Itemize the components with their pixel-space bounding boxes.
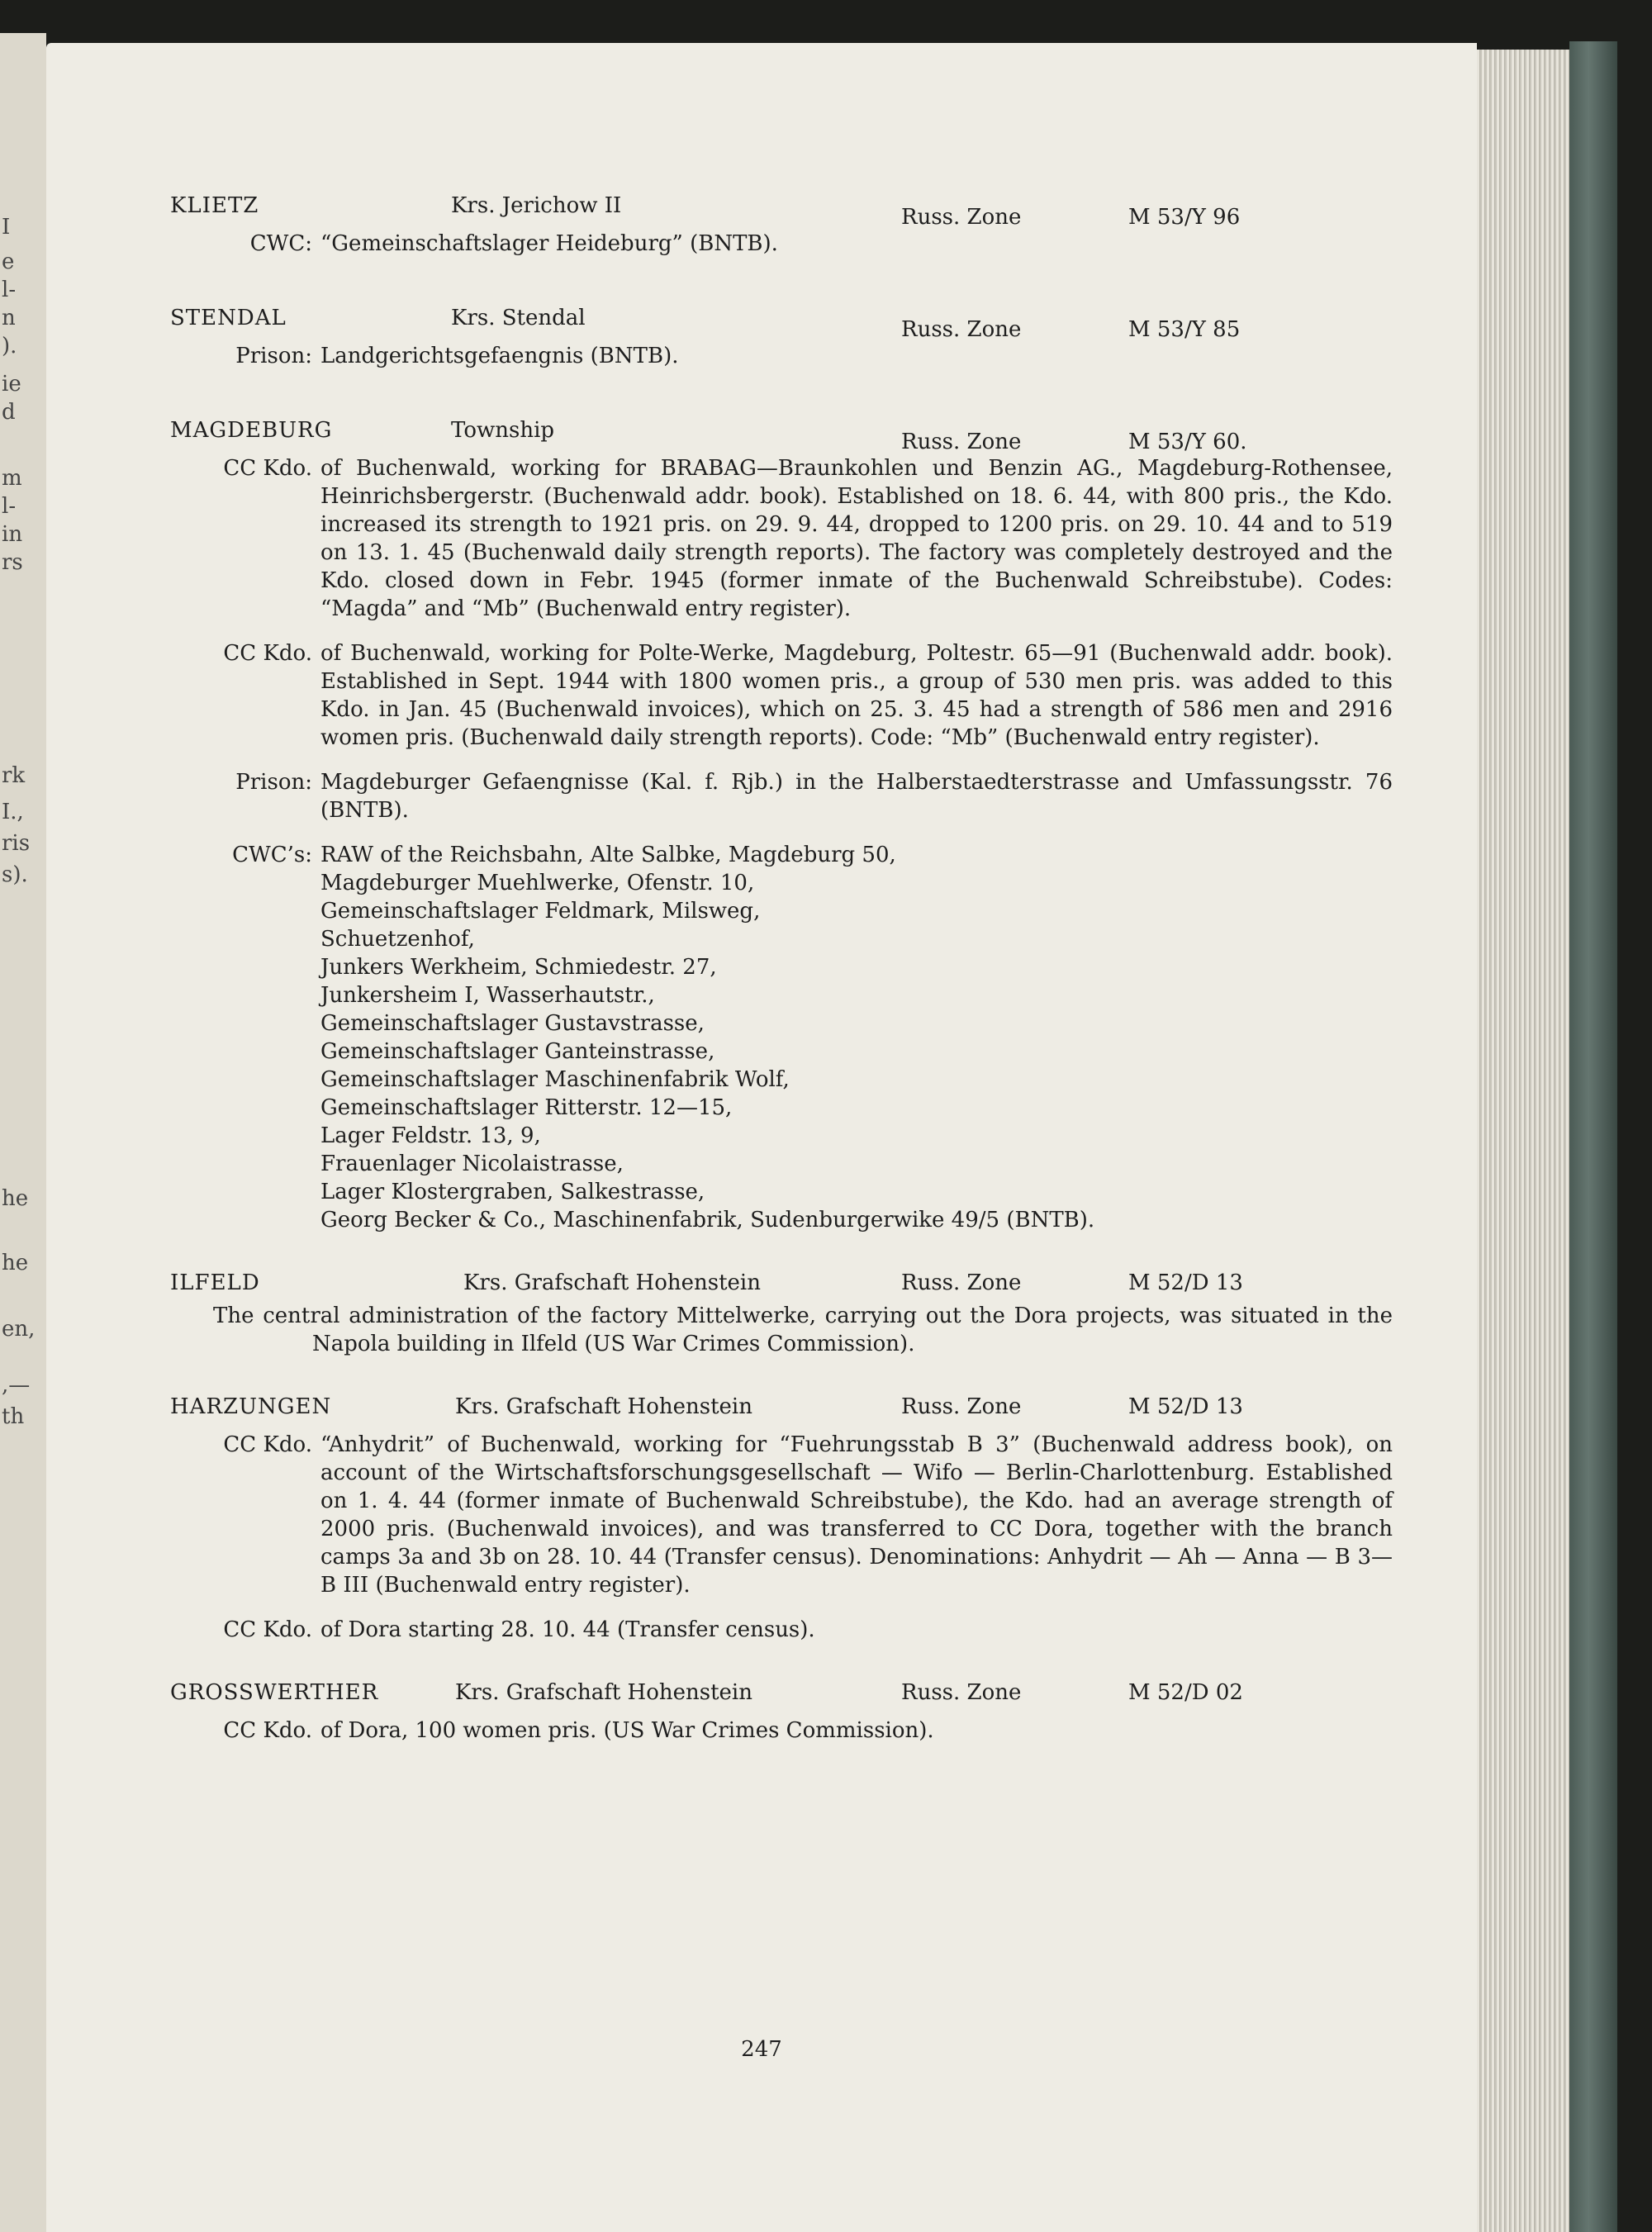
cwc-list-item: Junkersheim I, Wasserhautstr., bbox=[320, 983, 655, 1008]
prev-page-fragment: ris bbox=[2, 831, 31, 856]
cwc-list-item: Lager Klostergraben, Salkestrasse, bbox=[320, 1180, 705, 1204]
previous-page-edge bbox=[0, 33, 46, 2232]
entry-label: CWC’s: bbox=[232, 843, 312, 867]
prev-page-fragment: d bbox=[2, 400, 16, 425]
entry-cc-kdo bbox=[170, 1717, 1393, 1745]
cwc-list-item: Magdeburger Muehlwerke, Ofenstr. 10, bbox=[320, 871, 755, 895]
entry-text: of Buchenwald, working for Polte-Werke, Magdeburg, Poltestr. 65—91 (Buchenwald addr. book). Established in Sept. 1944 with 1800 women pris., a group of 530 men pris. was added to this Kdo. in Jan. 45 (Buchenwald invoices), which on 25. 3. 45 had a strength of 586 men and 2916 women pris. (Buchenwald daily strength reports). Code: “Mb” (Buchenwald entry register). bbox=[320, 641, 1393, 750]
entry-cwc bbox=[170, 230, 1393, 258]
entry-prison bbox=[170, 768, 1393, 824]
cwc-list-item: Gemeinschaftslager Ritterstr. 12—15, bbox=[320, 1095, 733, 1120]
cwc-list-item: Gemeinschaftslager Maschinenfabrik Wolf, bbox=[320, 1067, 790, 1092]
prev-page-fragment: I., bbox=[2, 800, 24, 824]
entry-text: of Buchenwald, working for BRABAG—Braunkohlen und Benzin AG., Magdeburg-Rothensee, Heinrichsbergerstr. (Buchenwald addr. book). Established on 18. 6. 44, with 800 pris., the Kdo. increased its strength to 1921 pris. on 29. 9. 44, dropped to 1200 pris. on 29. 10. 44 and to 519 on 13. 1. 45 (Buchenwald daily strength reports). The factory was completely destroyed and the Kdo. closed down in Febr. 1945 (former inmate of the Buchenwald Schreibstube). Codes: “Magda” and “Mb” (Buchenwald entry register). bbox=[320, 456, 1393, 621]
place-heading-grosswerther bbox=[170, 1679, 1393, 1712]
entry-label: CWC: bbox=[249, 231, 312, 256]
district-name: Krs. Jerichow II bbox=[451, 193, 622, 218]
map-reference: M 52/D 13 bbox=[1128, 1270, 1243, 1295]
prev-page-fragment: n bbox=[2, 306, 16, 330]
place-heading-ilfeld bbox=[170, 1269, 1393, 1302]
entry-label: Prison: bbox=[235, 770, 312, 795]
zone-label: Russ. Zone bbox=[901, 430, 1022, 454]
entry-label: CC Kdo. bbox=[223, 1432, 312, 1457]
prev-page-fragment: ie bbox=[2, 372, 21, 397]
entry-text: Magdeburger Gefaengnisse (Kal. f. Rjb.) in the Halberstaedterstrasse and Umfassungsstr. 76 (BNTB). bbox=[320, 770, 1393, 823]
entry-text: Landgerichtsgefaengnis (BNTB). bbox=[320, 344, 679, 368]
place-heading-harzungen bbox=[170, 1393, 1393, 1426]
place-name: KLIETZ bbox=[170, 193, 259, 218]
place-heading-stendal bbox=[170, 304, 1393, 342]
entry-cc-kdo bbox=[170, 1616, 1393, 1644]
prev-page-fragment: l- bbox=[2, 494, 17, 519]
cwc-list-item: Junkers Werkheim, Schmiedestr. 27, bbox=[320, 955, 717, 980]
prev-page-fragment: en, bbox=[2, 1317, 36, 1342]
cwc-list bbox=[320, 841, 1393, 1234]
cwc-list-item: Lager Feldstr. 13, 9, bbox=[320, 1123, 541, 1148]
prev-page-fragment: m bbox=[2, 466, 22, 491]
district-name: Krs. Grafschaft Hohenstein bbox=[463, 1270, 761, 1295]
entry-text: of Dora starting 28. 10. 44 (Transfer census). bbox=[320, 1617, 815, 1642]
map-reference: M 52/D 02 bbox=[1128, 1680, 1243, 1705]
district-name: Township bbox=[451, 418, 555, 443]
place-name: ILFELD bbox=[170, 1270, 260, 1295]
cwc-list-item: Georg Becker & Co., Maschinenfabrik, Sudenburgerwike 49/5 (BNTB). bbox=[320, 1208, 1095, 1232]
map-reference: M 53/Y 60. bbox=[1128, 430, 1247, 454]
place-name: MAGDEBURG bbox=[170, 418, 333, 443]
prev-page-fragment: e bbox=[2, 249, 15, 274]
prev-page-fragment: th bbox=[2, 1404, 25, 1429]
cwc-list-item: Gemeinschaftslager Gustavstrasse, bbox=[320, 1011, 705, 1036]
entry-label: CC Kdo. bbox=[223, 1718, 312, 1743]
district-name: Krs. Grafschaft Hohenstein bbox=[455, 1680, 752, 1705]
entry-prison bbox=[170, 342, 1393, 370]
cwc-list-item: RAW of the Reichsbahn, Alte Salbke, Magdeburg 50, bbox=[320, 843, 896, 867]
entry-cc-kdo bbox=[170, 454, 1393, 623]
book-page bbox=[46, 43, 1477, 2232]
zone-label: Russ. Zone bbox=[901, 1680, 1022, 1705]
cwc-list-item: Frauenlager Nicolaistrasse, bbox=[320, 1152, 624, 1176]
prev-page-fragment: s). bbox=[2, 862, 28, 887]
map-reference: M 53/Y 96 bbox=[1128, 205, 1241, 230]
page-number: 247 bbox=[741, 2037, 782, 2062]
entry-cc-kdo bbox=[170, 639, 1393, 752]
entry-paragraph: The central administration of the factory Mittelwerke, carrying out the Dora projects, was situated in the Napola building in Ilfeld (US War Crimes Commission). bbox=[213, 1304, 1393, 1356]
map-reference: M 53/Y 85 bbox=[1128, 317, 1241, 342]
place-name: STENDAL bbox=[170, 306, 287, 330]
entry-label: Prison: bbox=[235, 344, 312, 368]
prev-page-fragment: ). bbox=[2, 334, 17, 359]
entry-label: CC Kdo. bbox=[223, 1617, 312, 1642]
prev-page-fragment: ,— bbox=[2, 1373, 31, 1398]
entry-text: of Dora, 100 women pris. (US War Crimes Commission). bbox=[320, 1718, 934, 1743]
prev-page-fragment: he bbox=[2, 1251, 29, 1275]
cwc-list-item: Gemeinschaftslager Feldmark, Milsweg, bbox=[320, 899, 761, 924]
place-name: HARZUNGEN bbox=[170, 1394, 332, 1419]
prev-page-fragment: he bbox=[2, 1186, 29, 1211]
book-cover bbox=[1569, 41, 1617, 2232]
place-heading-klietz bbox=[170, 192, 1393, 230]
district-name: Krs. Stendal bbox=[451, 306, 586, 330]
prev-page-fragment: rk bbox=[2, 763, 26, 788]
prev-page-fragment: in bbox=[2, 522, 23, 547]
zone-label: Russ. Zone bbox=[901, 1394, 1022, 1419]
entry-text: “Anhydrit” of Buchenwald, working for “Fuehrungsstab B 3” (Buchenwald address book), on account of the Wirtschaftsforschungsgesellschaft — Wifo — Berlin-Charlottenburg. Established on 1. 4. 44 (former inmate of Buchenwald Schreibstube), the Kdo. had an average strength of 2000 pris. (Buchenwald invoices), and was transferred to CC Dora, together with the branch camps 3a and 3b on 28. 10. 44 (Transfer census). Denominations: Anhydrit — Ah — Anna — B 3— B III (Buchenwald entry register). bbox=[320, 1432, 1393, 1598]
district-name: Krs. Grafschaft Hohenstein bbox=[455, 1394, 752, 1419]
prev-page-fragment: rs bbox=[2, 550, 23, 575]
entry-label: CC Kdo. bbox=[223, 641, 312, 666]
entry-cc-kdo bbox=[170, 1431, 1393, 1599]
zone-label: Russ. Zone bbox=[901, 317, 1022, 342]
cwc-list-item: Gemeinschaftslager Ganteinstrasse, bbox=[320, 1039, 715, 1064]
zone-label: Russ. Zone bbox=[901, 205, 1022, 230]
page-content bbox=[170, 192, 1393, 1745]
place-heading-magdeburg bbox=[170, 416, 1393, 454]
place-name: GROSSWERTHER bbox=[170, 1680, 379, 1705]
cwc-list-item: Schuetzenhof, bbox=[320, 927, 475, 952]
book-page-edges bbox=[1470, 50, 1569, 2232]
zone-label: Russ. Zone bbox=[901, 1270, 1022, 1295]
entry-label: CC Kdo. bbox=[223, 456, 312, 481]
entry-cwc-list bbox=[170, 841, 1393, 1234]
entry-text: “Gemeinschaftslager Heideburg” (BNTB). bbox=[320, 231, 778, 256]
prev-page-fragment: l- bbox=[2, 278, 17, 302]
prev-page-fragment: I bbox=[2, 215, 11, 240]
map-reference: M 52/D 13 bbox=[1128, 1394, 1243, 1419]
